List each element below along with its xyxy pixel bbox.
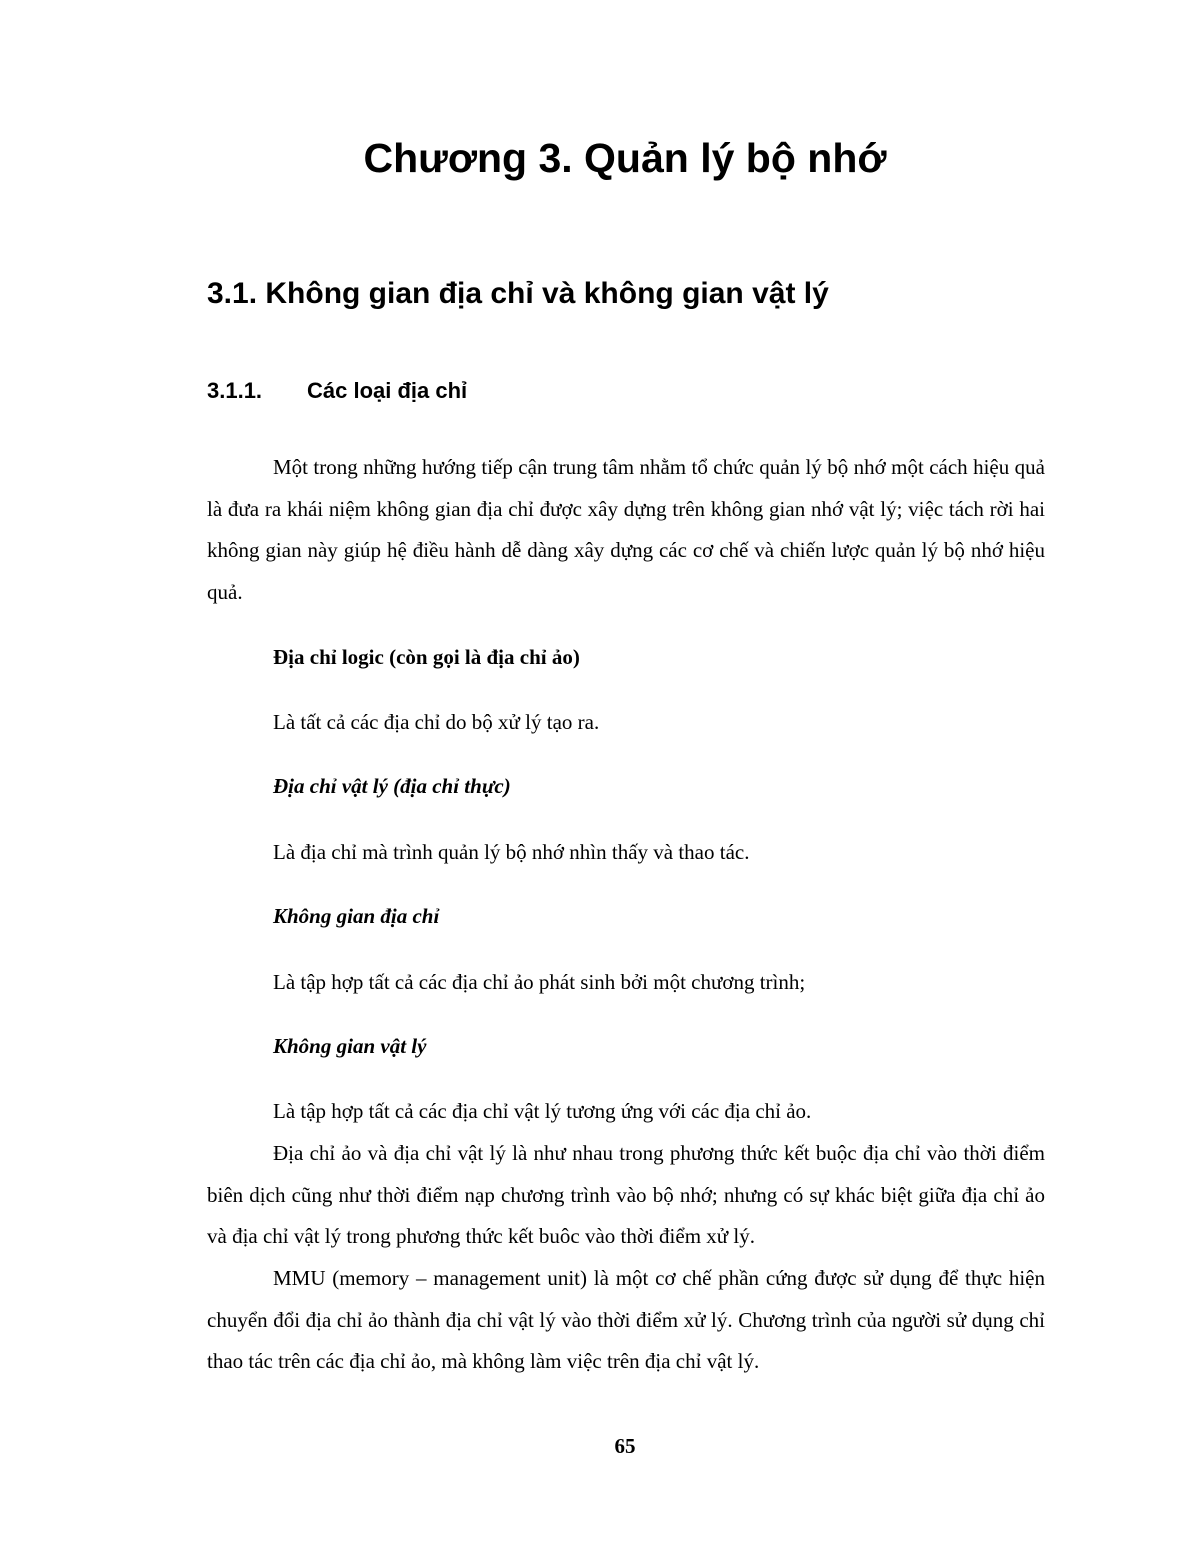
- body-paragraph-mmu: MMU (memory – management unit) là một cơ chế phần cứng được sử dụng để thực hiện chuyển đổi địa chỉ ảo thành địa chỉ vật lý vào thời điểm xử lý. Chương trình của người sử dụng chỉ thao tác trên các địa chỉ ảo, mà không làm việc trên địa chỉ vật lý.: [207, 1266, 1045, 1373]
- definition-term-physical-space: Không gian vật lý: [273, 1034, 427, 1058]
- subsection-title: Các loại địa chỉ: [307, 378, 468, 403]
- definition-description-logical-address: Là tất cả các địa chỉ do bộ xử lý tạo ra.: [273, 710, 600, 734]
- page-number: 65: [614, 1434, 636, 1458]
- definition-description-physical-space: Là tập hợp tất cả các địa chỉ vật lý tương ứng với các địa chỉ ảo.: [273, 1099, 812, 1123]
- definition-term-physical-address: Địa chỉ vật lý (địa chỉ thực): [273, 774, 511, 798]
- subsection-number: 3.1.1.: [207, 378, 263, 403]
- body-paragraph-binding: Địa chỉ ảo và địa chỉ vật lý là như nhau trong phương thức kết buộc địa chỉ vào thời điểm biên dịch cũng như thời điểm nạp chương trình vào bộ nhớ; nhưng có sự khác biệt giữa địa chỉ ảo và địa chỉ vật lý trong phương thức kết buôc vào thời điểm xử lý.: [207, 1141, 1045, 1248]
- definition-term-logical-address: Địa chỉ logic (còn gọi là địa chỉ ảo): [273, 645, 580, 669]
- definition-description-address-space: Là tập hợp tất cả các địa chỉ ảo phát sinh bởi một chương trình;: [273, 970, 806, 994]
- intro-paragraph: Một trong những hướng tiếp cận trung tâm nhằm tổ chức quản lý bộ nhớ một cách hiệu quả là đưa ra khái niệm không gian địa chỉ được xây dựng trên không gian nhớ vật lý; việc tách rời hai không gian này giúp hệ điều hành dễ dàng xây dựng các cơ chế và chiến lược quản lý bộ nhớ hiệu quả.: [207, 455, 1045, 604]
- chapter-title: Chương 3. Quản lý bộ nhớ: [363, 135, 887, 181]
- definition-term-address-space: Không gian địa chỉ: [273, 904, 440, 928]
- definition-description-physical-address: Là địa chỉ mà trình quản lý bộ nhớ nhìn thấy và thao tác.: [273, 840, 750, 864]
- section-title: 3.1. Không gian địa chỉ và không gian vật lý: [207, 277, 829, 310]
- subsection-heading: [207, 374, 467, 408]
